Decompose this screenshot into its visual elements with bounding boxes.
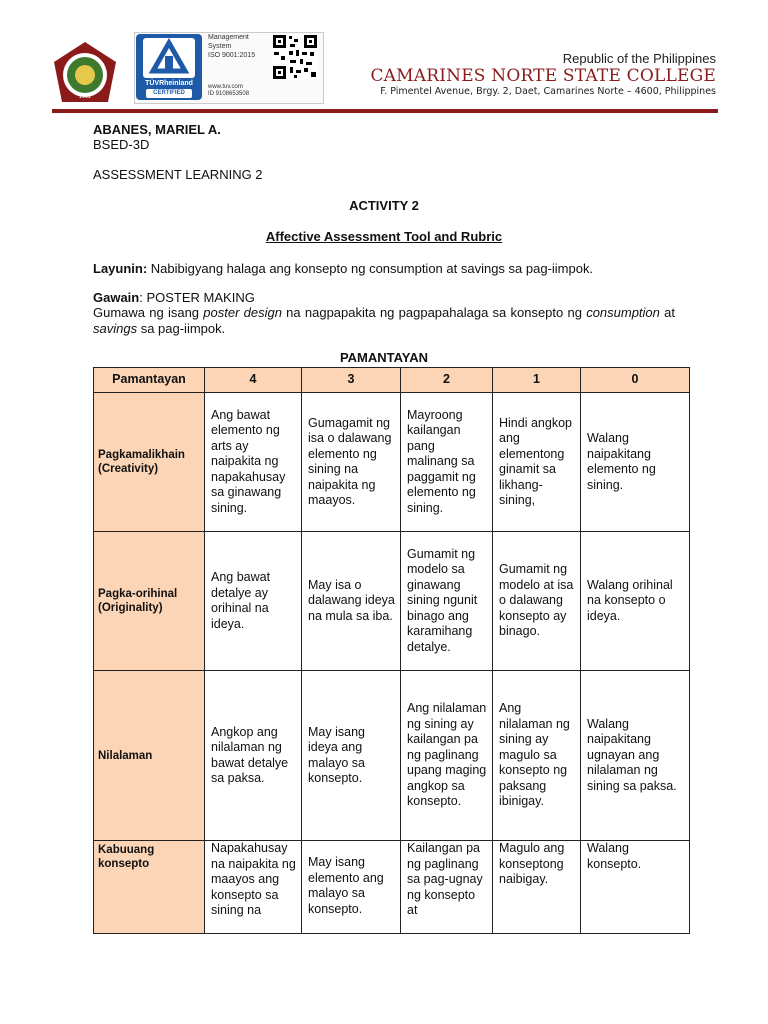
table-row xyxy=(94,393,690,532)
criterion-overall-concept: Kabuuang konsepto xyxy=(94,841,205,934)
header-score-2: 2 xyxy=(401,368,493,393)
qr-code-icon xyxy=(272,34,318,80)
subject-title: ASSESSMENT LEARNING 2 xyxy=(93,167,263,182)
student-section: BSED-3D xyxy=(93,137,150,152)
cert-url-line: www.tuv.com xyxy=(208,84,243,90)
certificate-url xyxy=(208,84,249,98)
task-desc-part: na nagpapakita ng pagpapahalaga sa konsepto ng xyxy=(281,305,587,320)
task-desc-part: Gumawa ng isang xyxy=(93,305,204,320)
criterion-originality: Pagka-orihinal (Originality) xyxy=(94,532,205,671)
header-score-3: 3 xyxy=(302,368,401,393)
certificate-text xyxy=(208,33,255,60)
table-cell: Walang naipakitang elemento ng sining. xyxy=(581,393,690,532)
task-desc-emphasis: poster design xyxy=(203,305,282,320)
table-cell: May isang ideya ang malayo sa konsepto. xyxy=(302,671,401,841)
task-desc-part: sa pag-iimpok. xyxy=(137,321,226,336)
objective-paragraph xyxy=(93,261,675,277)
task-description xyxy=(93,305,675,337)
table-cell: Ang nilalaman ng sining ay kailangan pa ng paglinang upang maging angkop sa konsepto. xyxy=(401,671,493,841)
header-score-4: 4 xyxy=(205,368,302,393)
objective-label: Layunin: xyxy=(93,261,148,276)
task-label: Gawain xyxy=(93,290,140,305)
table-cell: Gumagamit ng isa o dalawang elemento ng sining na naipakita ng maayos. xyxy=(302,393,401,532)
criterion-content: Nilalaman xyxy=(94,671,205,841)
task-desc-part: at xyxy=(659,305,675,320)
college-seal-logo xyxy=(50,40,120,110)
task-desc-emphasis: savings xyxy=(93,321,138,336)
criterion-creativity: Pagkamalikhain (Creativity) xyxy=(94,393,205,532)
rubric-header-row xyxy=(94,368,690,393)
table-cell: Walang naipakitang ugnayan ang nilalaman ng sining sa paksa. xyxy=(581,671,690,841)
table-row xyxy=(94,532,690,671)
objective-text: Nabibigyang halaga ang konsepto ng consumption at savings sa pag-iimpok. xyxy=(147,261,594,276)
table-row xyxy=(94,671,690,841)
table-cell: Angkop ang nilalaman ng bawat detalye sa paksa. xyxy=(205,671,302,841)
table-cell: May isa o dalawang ideya na mula sa iba. xyxy=(302,532,401,671)
activity-subtitle: Affective Assessment Tool and Rubric xyxy=(265,229,503,244)
table-cell: Gumamit ng modelo at isa o dalawang konsepto ay binago. xyxy=(493,532,581,671)
table-row xyxy=(94,841,690,934)
cert-line: Management xyxy=(208,34,249,41)
header-divider xyxy=(52,109,718,113)
cert-id-line: ID 9108653508 xyxy=(208,91,250,97)
header-score-0: 0 xyxy=(581,368,690,393)
college-name: CAMARINES NORTE STATE COLLEGE xyxy=(370,66,716,86)
college-address: F. Pimentel Avenue, Brgy. 2, Daet, Camarines Norte – 4600, Philippines xyxy=(380,86,716,97)
cert-line: System xyxy=(208,43,232,50)
cert-line: ISO 9001:2015 xyxy=(208,52,256,59)
table-cell: Mayroong kailangan pang malinang sa paggamit ng elemento ng sining. xyxy=(401,393,493,532)
table-cell: Napakahusay na naipakita ng maayos ang konsepto sa sining na xyxy=(205,841,302,934)
republic-header: Republic of the Philippines xyxy=(562,51,716,66)
task-label-line xyxy=(93,290,675,306)
svg-text:1992: 1992 xyxy=(78,94,92,100)
student-name: ABANES, MARIEL A. xyxy=(93,122,221,137)
activity-title: ACTIVITY 2 xyxy=(349,198,419,213)
table-cell: Walang konsepto. xyxy=(581,841,690,934)
task-name: : POSTER MAKING xyxy=(139,290,255,305)
table-cell: Ang bawat detalye ay orihinal na ideya. xyxy=(205,532,302,671)
table-cell: Walang orihinal na konsepto o ideya. xyxy=(581,532,690,671)
table-cell: Gumamit ng modelo sa ginawang sining ngunit binago ang karamihang detalye. xyxy=(401,532,493,671)
tuv-certified-label: CERTIFIED xyxy=(146,89,192,98)
tuv-brand-text: TÜVRheinland xyxy=(145,80,193,87)
tuv-triangle-icon xyxy=(143,38,195,78)
table-cell: Kailangan pa ng paglinang sa pag-ugnay ng konsepto at xyxy=(401,841,493,934)
rubric-table xyxy=(93,367,690,934)
table-cell: Ang bawat elemento ng arts ay naipakita ng napakahusay sa ginawang sining. xyxy=(205,393,302,532)
table-cell: Hindi angkop ang elementong ginamit sa likhang-sining, xyxy=(493,393,581,532)
header-score-1: 1 xyxy=(493,368,581,393)
table-cell: May isang elemento ang malayo sa konsepto. xyxy=(302,841,401,934)
table-cell: Ang nilalaman ng sining ay magulo sa konsepto ng paksang ibinigay. xyxy=(493,671,581,841)
task-desc-emphasis: consumption xyxy=(586,305,660,320)
rubric-caption: PAMANTAYAN xyxy=(339,350,429,365)
table-cell: Magulo ang konseptong naibigay. xyxy=(493,841,581,934)
header-criterion: Pamantayan xyxy=(94,368,205,393)
